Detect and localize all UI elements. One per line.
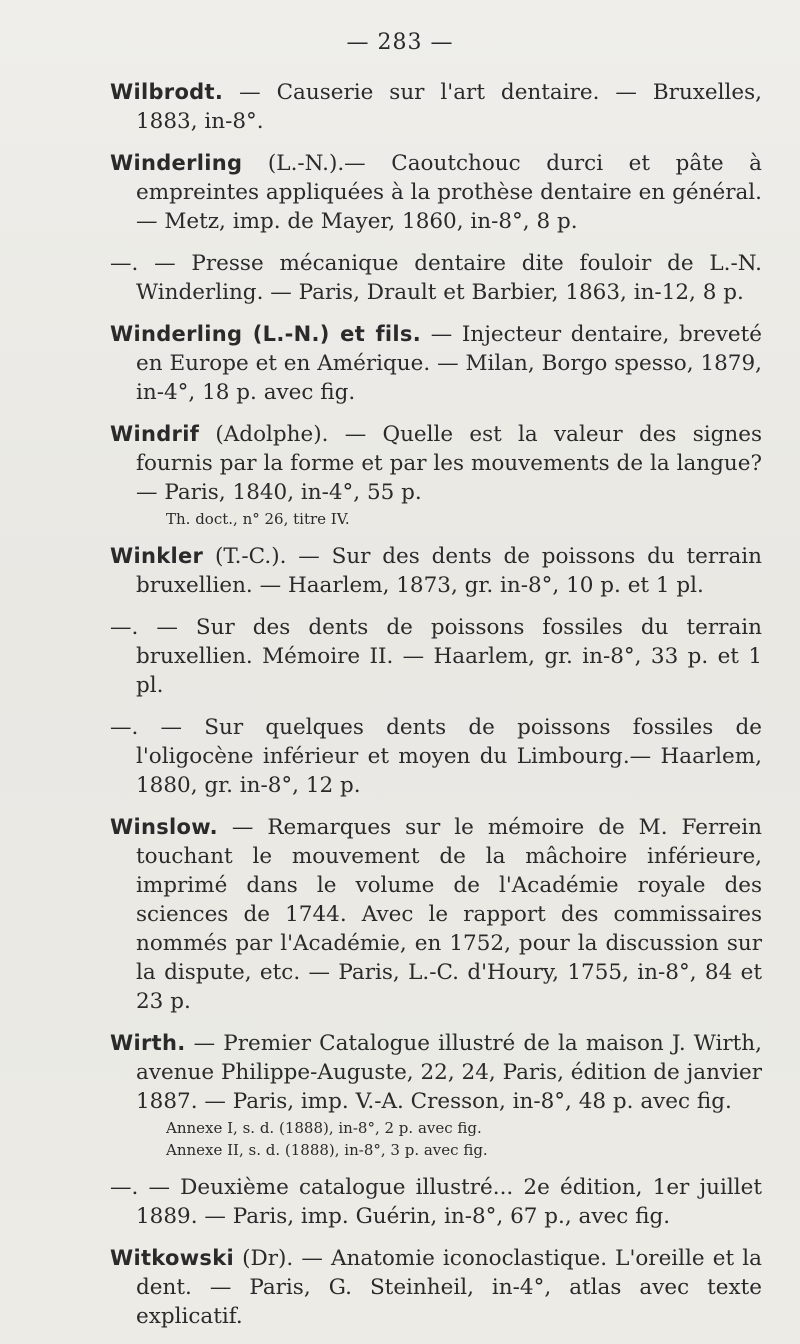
entry-wirth xyxy=(110,1029,762,1160)
entry-text: —. — Presse mécanique dentaire dite fouloir de L.-N. Winderling. — Paris, Drault et Barbier, 1863, in-12, 8 p. xyxy=(110,251,762,305)
bibliography-entries xyxy=(110,78,762,1344)
entry-text: (T.-C.). — Sur des dents de poissons du terrain bruxellien. — Haarlem, 1873, gr. in-8°, 10 p. et 1 pl. xyxy=(136,544,762,598)
entry-text: —. — Deuxième catalogue illustré... 2e édition, 1er juillet 1889. — Paris, imp. Guérin, in-8°, 67 p., avec fig. xyxy=(110,1175,762,1229)
entry-head: Windrif xyxy=(110,422,200,446)
entry-text: —. — Sur des dents de poissons fossiles du terrain bruxellien. Mémoire II. — Haarlem, gr. in-8°, 33 p. et 1 pl. xyxy=(110,615,762,698)
entry-text: (Dr). — Anatomie iconoclastique. L'oreille et la dent. — Paris, G. Steinheil, in-4°, atlas avec texte explicatif. xyxy=(136,1246,762,1329)
entry-head: Winslow. xyxy=(110,815,218,839)
entry-head: Winkler xyxy=(110,544,204,568)
entry-winderling-2 xyxy=(110,249,762,307)
entry-winslow xyxy=(110,813,762,1016)
page-number: — 283 — xyxy=(346,30,454,55)
entry-winkler xyxy=(110,542,762,600)
entry-wilbrodt xyxy=(110,78,762,136)
entry-note: Annexe I, s. d. (1888), in-8°, 2 p. avec fig. xyxy=(166,1119,482,1137)
entry-text: (Adolphe). — Quelle est la valeur des signes fournis par la forme et par les mouvements de la langue? — Paris, 1840, in-4°, 55 p. xyxy=(136,422,762,505)
entry-winderling-fils xyxy=(110,320,762,407)
entry-winkler-3 xyxy=(110,713,762,800)
entry-text: — Remarques sur le mémoire de M. Ferrein touchant le mouvement de la mâchoire inférieure, imprimé dans le volume de l'Académie royale des sciences de 1744. Avec le rapport des commissaires nommés par l'Académie, en 1752, pour la discussion sur la dispute, etc. — Paris, L.-C. d'Houry, 1755, in-8°, 84 et 23 p. xyxy=(136,815,762,1014)
entry-head: Winderling (L.-N.) et fils. xyxy=(110,322,422,346)
entry-note: Th. doct., n° 26, titre IV. xyxy=(166,510,350,528)
entry-winderling xyxy=(110,149,762,236)
entry-head: Winderling xyxy=(110,151,243,175)
entry-text: — Premier Catalogue illustré de la maison J. Wirth, avenue Philippe-Auguste, 22, 24, Paris, édition de janvier 1887. — Paris, imp. V.-A. Cresson, in-8°, 48 p. avec fig. xyxy=(136,1031,762,1114)
entry-head: Witkowski xyxy=(110,1246,234,1270)
entry-text: —. — Sur quelques dents de poissons fossiles de l'oligocène inférieur et moyen du Limbourg.— Haarlem, 1880, gr. in-8°, 12 p. xyxy=(110,715,762,798)
entry-head: Wilbrodt. xyxy=(110,80,224,104)
entry-text: — Injecteur dentaire, breveté en Europe et en Amérique. — Milan, Borgo spesso, 1879, in-4°, 18 p. avec fig. xyxy=(136,322,762,405)
entry-witkowski xyxy=(110,1244,762,1331)
entry-wirth-2 xyxy=(110,1173,762,1231)
entry-note-2: Annexe II, s. d. (1888), in-8°, 3 p. avec fig. xyxy=(166,1141,488,1159)
entry-winkler-2 xyxy=(110,613,762,700)
entry-text: — Causerie sur l'art dentaire. — Bruxelles, 1883, in-8°. xyxy=(136,80,762,134)
entry-head: Wirth. xyxy=(110,1031,186,1055)
entry-text: (L.-N.).— Caoutchouc durci et pâte à empreintes appliquées à la prothèse dentaire en général. — Metz, imp. de Mayer, 1860, in-8°, 8 p. xyxy=(136,151,762,234)
entry-windrif xyxy=(110,420,762,529)
